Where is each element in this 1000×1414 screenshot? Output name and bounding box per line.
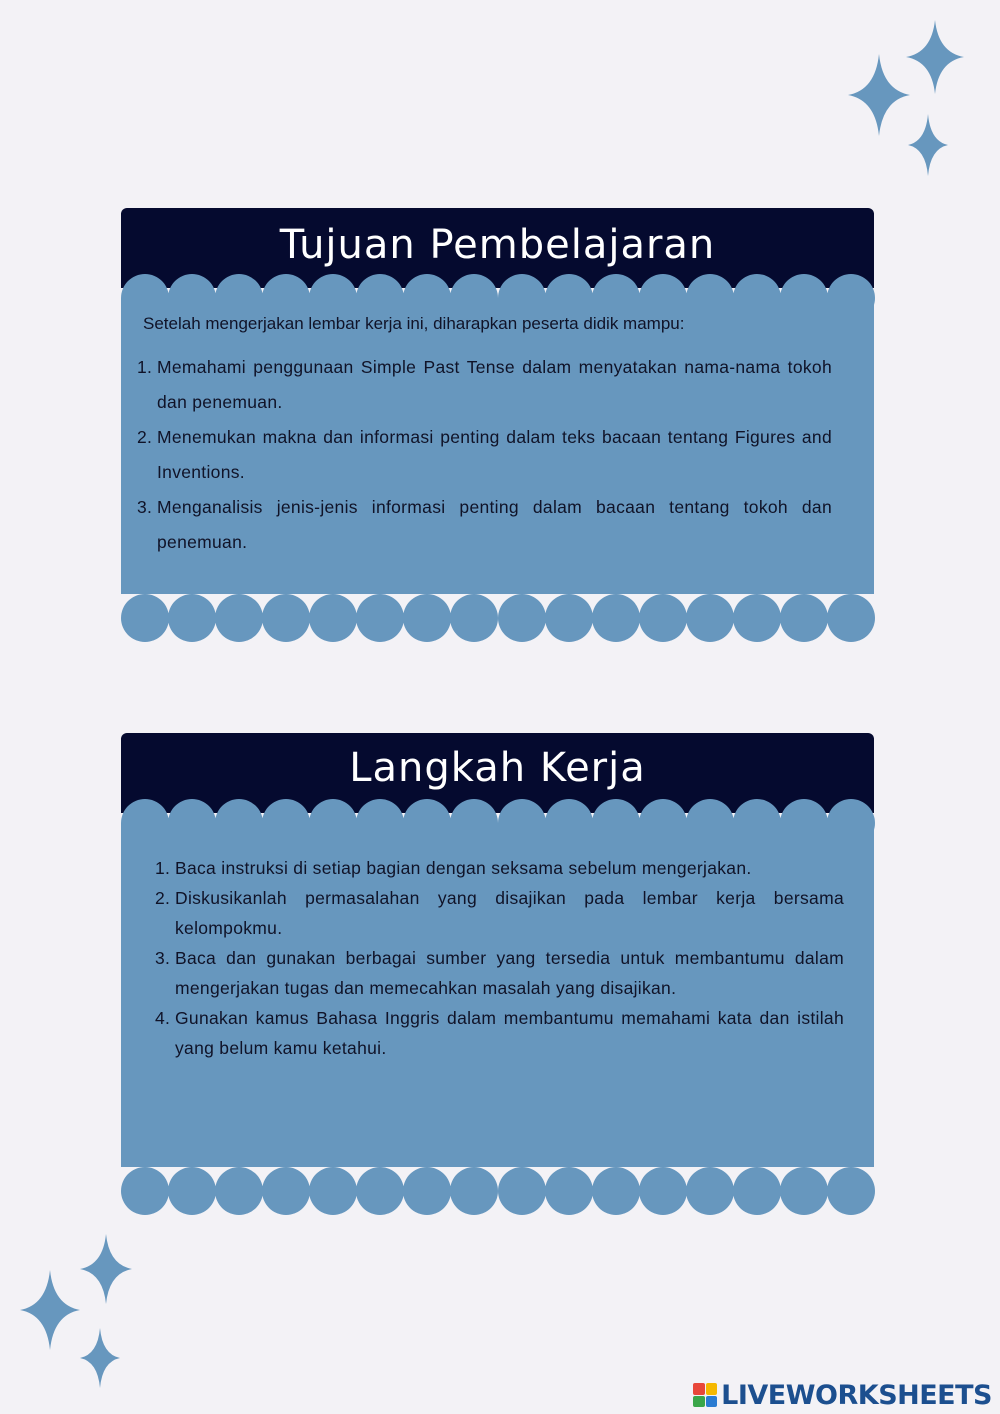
sparkle-icon [80, 1234, 132, 1304]
scallop-shape [686, 594, 734, 642]
list-item [155, 853, 844, 883]
brand-name: LIVEWORKSHEETS [721, 1379, 992, 1411]
scallop-shape [827, 594, 875, 642]
liveworksheets-brand [693, 1380, 992, 1410]
scallop-shape [121, 1167, 169, 1215]
objectives-panel [121, 298, 874, 594]
item-text: Diskusikanlah permasalahan yang disajikan pada lembar kerja bersama kelompokmu. [175, 888, 844, 938]
list-item [155, 1003, 844, 1063]
item-number: 3. [155, 948, 171, 968]
sparkle-icon [848, 54, 910, 136]
steps-title: Langkah Kerja [349, 745, 646, 791]
scallop-shape [309, 1167, 357, 1215]
scallop-shape [733, 594, 781, 642]
scallop-shape [498, 594, 546, 642]
scallop-shape [450, 1167, 498, 1215]
steps-list [155, 853, 844, 1063]
scallop-shape [780, 594, 828, 642]
scallop-shape [403, 594, 451, 642]
objectives-list [137, 350, 832, 560]
item-number: 4. [155, 1008, 171, 1028]
objectives-intro: Setelah mengerjakan lembar kerja ini, diharapkan peserta didik mampu: [143, 314, 685, 333]
item-text: Gunakan kamus Bahasa Inggris dalam membantumu memahami kata dan istilah yang belum kamu ketahui. [175, 1008, 844, 1058]
sparkle-icon [906, 20, 964, 94]
steps-panel [121, 823, 874, 1167]
scallop-shape [545, 1167, 593, 1215]
scallop-bottom-edge [121, 594, 874, 618]
item-number: 3. [137, 497, 153, 517]
scallop-top-edge [121, 799, 874, 823]
scallop-bottom-edge [121, 1167, 874, 1191]
sparkles-bottom-left [18, 1234, 138, 1394]
item-text: Memahami penggunaan Simple Past Tense dalam menyatakan nama-nama tokoh dan penemuan. [157, 357, 832, 412]
scallop-shape [827, 1167, 875, 1215]
scallop-shape [262, 1167, 310, 1215]
scallop-shape [356, 594, 404, 642]
objectives-card [121, 208, 874, 620]
sparkle-icon [20, 1270, 80, 1350]
sparkle-icon [80, 1328, 120, 1388]
scallop-shape [309, 594, 357, 642]
list-item [137, 420, 832, 490]
scallop-shape [215, 594, 263, 642]
item-number: 2. [155, 888, 171, 908]
scallop-shape [450, 594, 498, 642]
scallop-shape [780, 1167, 828, 1215]
scallop-shape [592, 1167, 640, 1215]
list-item [155, 883, 844, 943]
scallop-shape [168, 594, 216, 642]
scallop-shape [639, 1167, 687, 1215]
steps-card [121, 733, 874, 1193]
scallop-shape [262, 594, 310, 642]
scallop-shape [498, 1167, 546, 1215]
item-text: Baca dan gunakan berbagai sumber yang tersedia untuk membantumu dalam mengerjakan tugas dan memecahkan masalah yang disajikan. [175, 948, 844, 998]
objectives-title: Tujuan Pembelajaran [279, 222, 716, 268]
scallop-shape [545, 594, 593, 642]
scallop-shape [168, 1167, 216, 1215]
sparkles-top-right [840, 20, 970, 180]
scallop-shape [356, 1167, 404, 1215]
scallop-shape [121, 594, 169, 642]
scallop-shape [215, 1167, 263, 1215]
list-item [137, 490, 832, 560]
scallop-shape [639, 594, 687, 642]
scallop-shape [686, 1167, 734, 1215]
list-item [137, 350, 832, 420]
scallop-shape [733, 1167, 781, 1215]
scallop-shape [403, 1167, 451, 1215]
item-text: Menganalisis jenis-jenis informasi penting dalam bacaan tentang tokoh dan penemuan. [157, 497, 832, 552]
list-item [155, 943, 844, 1003]
item-text: Menemukan makna dan informasi penting dalam teks bacaan tentang Figures and Inventions. [157, 427, 832, 482]
item-text: Baca instruksi di setiap bagian dengan seksama sebelum mengerjakan. [175, 858, 752, 878]
scallop-shape [592, 594, 640, 642]
sparkle-icon [908, 114, 948, 176]
item-number: 1. [137, 357, 153, 377]
item-number: 2. [137, 427, 153, 447]
item-number: 1. [155, 858, 171, 878]
liveworksheets-logo-icon [693, 1383, 717, 1407]
scallop-top-edge [121, 274, 874, 298]
